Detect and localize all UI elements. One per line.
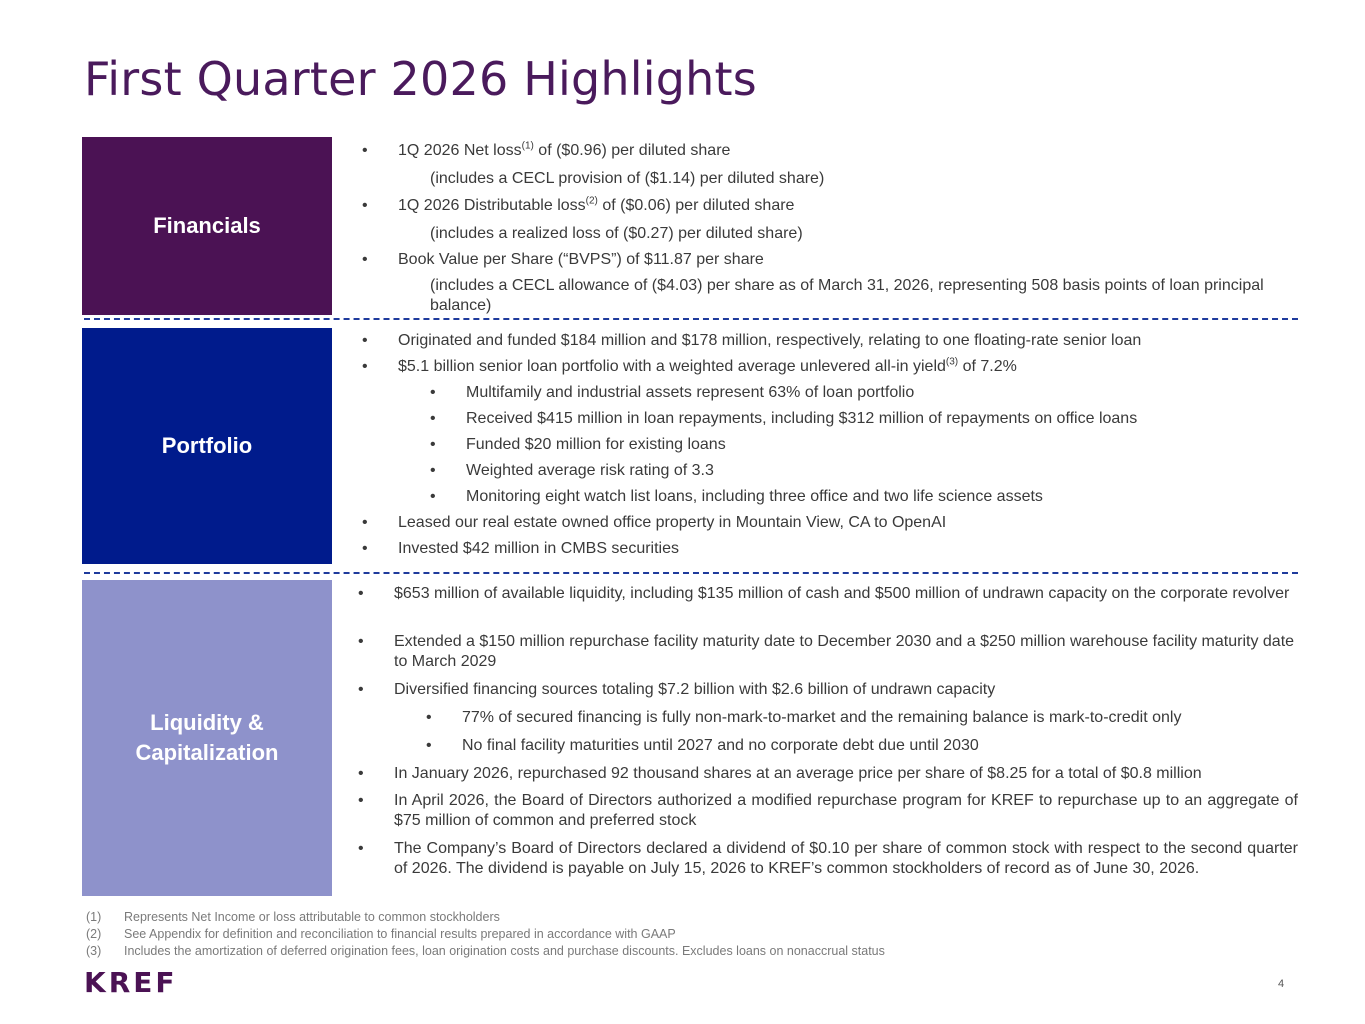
list-item: • Invested $42 million in CMBS securities — [362, 540, 680, 557]
list-item: • Extended a $150 million repurchase facility maturity date to December 2030 and a $250 million warehouse facility maturity date to March 2029 — [358, 633, 1295, 670]
liquidity-label-line2: Capitalization — [135, 740, 279, 765]
list-item: • Monitoring eight watch list loans, including three office and two life science assets — [430, 488, 1043, 505]
list-item: • In January 2026, repurchased 92 thousand shares at an average price per share of $8.25 for a total of $0.8 million — [358, 765, 1202, 782]
list-item: (includes a CECL allowance of ($4.03) per share as of March 31, 2026, representing 508 basis points of loan principal balance) — [430, 277, 1264, 314]
footnote: (3) Includes the amortization of deferred origination fees, loan origination costs and purchase discounts. Excludes loans on nonaccrual status — [86, 944, 885, 958]
list-item: • Diversified financing sources totaling $7.2 billion with $2.6 billion of undrawn capacity — [358, 681, 996, 698]
list-item: • In April 2026, the Board of Directors authorized a modified repurchase program for KREF to repurchase up to an aggregate of $75 million of common and preferred stock — [358, 792, 1298, 829]
list-item: • Weighted average risk rating of 3.3 — [430, 462, 714, 479]
list-item: • $653 million of available liquidity, including $135 million of cash and $500 million of undrawn capacity on the corporate revolver — [358, 585, 1290, 602]
section-divider — [84, 572, 1298, 574]
financials-block — [82, 137, 332, 315]
list-item: • 1Q 2026 Distributable loss$^{(2)}$ of ($0.06) per diluted share — [362, 195, 795, 214]
list-item: • Received $415 million in loan repayments, including $312 million of repayments on office loans — [430, 410, 1138, 427]
list-item: • The Company’s Board of Directors declared a dividend of $0.10 per share of common stock with respect to the second quarter of 2026. The dividend is payable on July 15, 2026 to KREF’s common stockholders of record as of June 30, 2026. — [358, 840, 1298, 877]
portfolio-label: Portfolio — [161, 433, 253, 458]
list-item: • Originated and funded $184 million and $178 million, respectively, relating to one floating-rate senior loan — [362, 332, 1142, 349]
liquidity-label-line1: Liquidity & — [150, 710, 264, 735]
section-divider — [84, 318, 1298, 320]
liquidity-block — [82, 580, 332, 896]
list-item: • No final facility maturities until 2027 and no corporate debt due until 2030 — [426, 737, 979, 754]
page-title: First Quarter 2026 Highlights — [84, 52, 757, 106]
footnote: (2) See Appendix for definition and reconciliation to financial results prepared in accordance with GAAP — [86, 927, 676, 941]
list-item: (includes a realized loss of ($0.27) per diluted share) — [430, 225, 803, 242]
list-item: • Funded $20 million for existing loans — [430, 436, 726, 453]
page-number: 4 — [1278, 978, 1285, 990]
list-item: • 77% of secured financing is fully non-mark-to-market and the remaining balance is mark-to-credit only — [426, 709, 1182, 726]
financials-label: Financials — [153, 213, 261, 238]
footnote: (1) Represents Net Income or loss attributable to common stockholders — [86, 910, 500, 924]
list-item: • 1Q 2026 Net loss$^{(1)}$ of ($0.96) per diluted share — [362, 140, 731, 159]
list-item: • Book Value per Share (“BVPS”) of $11.87 per share — [362, 251, 764, 268]
list-item: • Leased our real estate owned office property in Mountain View, CA to OpenAI — [362, 514, 947, 531]
list-item: (includes a CECL provision of ($1.14) per diluted share) — [430, 170, 825, 187]
portfolio-block — [82, 328, 332, 564]
list-item: • Multifamily and industrial assets represent 63% of loan portfolio — [430, 384, 915, 401]
list-item: • $5.1 billion senior loan portfolio with a weighted average unlevered all-in yield$^{(3)}$ of 7.2% — [362, 356, 1017, 375]
kref-logo: KREF — [84, 966, 178, 999]
